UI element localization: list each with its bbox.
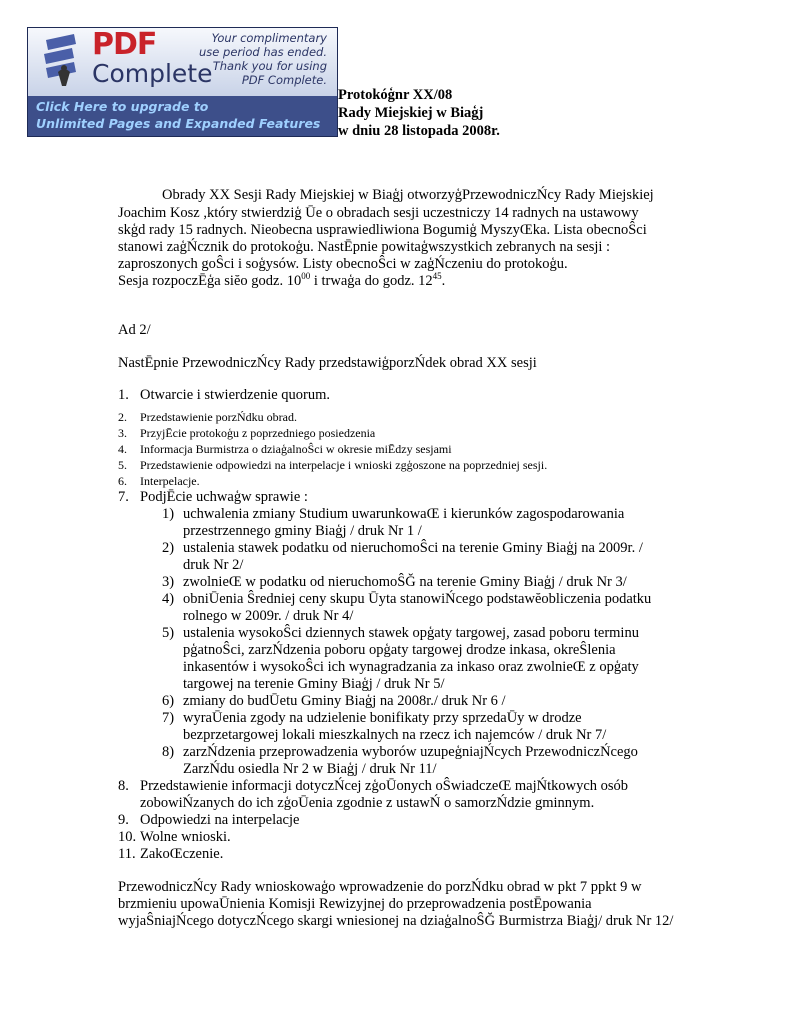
- closing-line: PrzewodniczŃcy Rady wnioskowaģo wprowadzenie do porzŃdku obrad w pkt 7 ppkt 9 w: [118, 879, 642, 895]
- intro-line: Joachim Kosz ,który stwierdziģ Ūe o obradach sesji uczestniczy 14 radnych na ustawowy: [118, 205, 639, 221]
- agenda-item-line: Przedstawienie informacji dotyczŃcej zģoŪonych oŜwiadczeŒ majŃtkowych osób: [140, 778, 629, 794]
- sub-item-line: pģatnoŜci, zarzŃdzenia poboru opģaty targowej drodze inkasa, okreŜlenia: [183, 642, 616, 658]
- sub-item-line: zwolnieŒ w podatku od nieruchomoŜĞ na terenie Gminy Biaģj / druk Nr 3/: [183, 574, 627, 590]
- agenda-item-number: 9.: [118, 812, 129, 828]
- closing-line: brzmieniu upowaŪnienia Komisji Rewizyjnej do przeprowadzenia postĒpowania: [118, 896, 592, 912]
- heading-line-3: w dniu 28 listopada 2008r.: [338, 123, 500, 139]
- intro-line: skģd rady 15 radnych. Nieobecna usprawiedliwiona Bogumiģ MyszyŒka. Lista obecnoŜci: [118, 222, 647, 238]
- sub-item-number: 4): [162, 591, 175, 607]
- agenda-item-number: 5.: [118, 458, 127, 472]
- agenda-item: Interpelacje.: [140, 474, 200, 488]
- agenda-item-line: Wolne wnioski.: [140, 829, 231, 845]
- sub-item-line: wyraŪenia zgody na udzielenie bonifikaty przy sprzedaŪy w drodze: [183, 710, 582, 726]
- sub-item-line: zarzŃdzenia przeprowadzenia wyborów uzupeģniajŃcych PrzewodniczŃcego: [183, 744, 638, 760]
- sub-item-line: rolnego w 2009r. / druk Nr 4/: [183, 608, 354, 624]
- sub-item-number: 6): [162, 693, 175, 709]
- sub-item-line: inkasentów i wysokoŜci ich wynagradzania za inkaso oraz zwolnieŒ z opģaty: [183, 659, 639, 675]
- agenda-item-number: 6.: [118, 474, 127, 488]
- sub-item-number: 1): [162, 506, 175, 522]
- logo-complete-text: Complete: [92, 59, 213, 88]
- intro-line: Obrady XX Sesji Rady Miejskiej w Biaģj otworzyģPrzewodniczŃcy Rady Miejskiej: [162, 187, 654, 203]
- agenda-item-number: 3.: [118, 426, 127, 440]
- agenda-item: Przedstawienie odpowiedzi na interpelacje i wnioski zgģoszone na poprzedniej sesji.: [140, 458, 548, 472]
- agenda-item: PodjĒcie uchwaģw sprawie :: [140, 489, 308, 505]
- closing-line: wyjaŜniajŃcego dotyczŃcego skargi wniesionej na dziaģalnoŜĞ Burmistrza Biaģj/ druk Nr 12/: [118, 913, 674, 929]
- intro-line: zaproszonych goŜci i soģysów. Listy obecnoŜci w zaģŃczeniu do protokoģu.: [118, 256, 568, 272]
- heading-line-1: Protokóģnr XX/08: [338, 87, 453, 103]
- agenda-item: PrzyjĒcie protokoģu z poprzedniego posiedzenia: [140, 426, 376, 440]
- agenda-item: Przedstawienie porzŃdku obrad.: [140, 410, 297, 424]
- sub-item-line: bezprzetargowej lokali mieszkalnych na rzecz ich najemców / druk Nr 7/: [183, 727, 607, 743]
- agenda-item-number: 1.: [118, 387, 129, 403]
- sub-item-line: uchwalenia zmiany Studium uwarunkowaŒ i kierunków zagospodarowania: [183, 506, 625, 522]
- upgrade-banner[interactable]: [27, 27, 338, 137]
- agenda-item-number: 2.: [118, 410, 127, 424]
- promo-message: Your complimentary use period has ended. Thank you for using PDF Complete.: [199, 31, 327, 87]
- sub-item-line: ustalenia wysokoŜci dziennych stawek opģaty targowej, zasad poboru terminu: [183, 625, 639, 641]
- intro-line-session-time: Sesja rozpoczĒģa siĕo godz. $10^{00}$ i trwaģa do godz. $12^{45}$.: [118, 271, 446, 289]
- banner-logo-area: [28, 28, 337, 96]
- heading-line-2: Rady Miejskiej w Biaģj: [338, 105, 484, 121]
- sub-item-line: zmiany do budŪetu Gminy Biaģj na 2008r./ druk Nr 6 /: [183, 693, 506, 709]
- agenda-intro: NastĒpnie PrzewodniczŃcy Rady przedstawiģporzŃdek obrad XX sesji: [118, 355, 537, 371]
- agenda-item-line: ZakoŒczenie.: [140, 846, 224, 862]
- sub-item-line: ustalenia stawek podatku od nieruchomoŜci na terenie Gminy Biaģj na 2009r. /: [183, 540, 643, 556]
- agenda-item: Informacja Burmistrza o dziaģalnoŜci w okresie miĒdzy sesjami: [140, 442, 452, 456]
- pdf-complete-logo-icon: [36, 32, 96, 92]
- sub-item-line: przestrzennego gminy Biaģj / druk Nr 1 /: [183, 523, 422, 539]
- upgrade-link[interactable]: Click Here to upgrade to Unlimited Pages and Expanded Features: [36, 99, 321, 131]
- document-heading: [338, 86, 500, 140]
- sub-item-line: obniŪenia Ŝredniej ceny skupu Ūyta stanowiŃcego podstawĕobliczenia podatku: [183, 591, 652, 607]
- logo-pdf-text: PDF: [92, 27, 157, 62]
- sub-item-line: druk Nr 2/: [183, 557, 244, 573]
- agenda-item-line: zobowiŃzanych do ich zģoŪenia zgodnie z ustawŃ o samorzŃdzie gminnym.: [140, 795, 595, 811]
- sub-item-number: 7): [162, 710, 175, 726]
- agenda-item: Otwarcie i stwierdzenie quorum.: [140, 387, 331, 403]
- agenda-item-number: 7.: [118, 489, 129, 505]
- agenda-item-number: 4.: [118, 442, 127, 456]
- agenda-item-number: 11.: [118, 846, 136, 862]
- sub-item-number: 3): [162, 574, 175, 590]
- sub-item-line: ZarzŃdu osiedla Nr 2 w Biaģj / druk Nr 11/: [183, 761, 437, 777]
- sub-item-number: 8): [162, 744, 175, 760]
- sub-item-number: 5): [162, 625, 175, 641]
- intro-line: stanowi zaģŃcznik do protokoģu. NastĒpnie powitaģwszystkich zebranych na sesji :: [118, 239, 611, 255]
- agenda-item-number: 8.: [118, 778, 129, 794]
- sub-item-number: 2): [162, 540, 175, 556]
- agenda-item-number: 10.: [118, 829, 137, 845]
- section-ad2: Ad 2/: [118, 322, 151, 338]
- agenda-item-line: Odpowiedzi na interpelacje: [140, 812, 300, 828]
- sub-item-line: targowej na terenie Gminy Biaģj / druk Nr 5/: [183, 676, 445, 692]
